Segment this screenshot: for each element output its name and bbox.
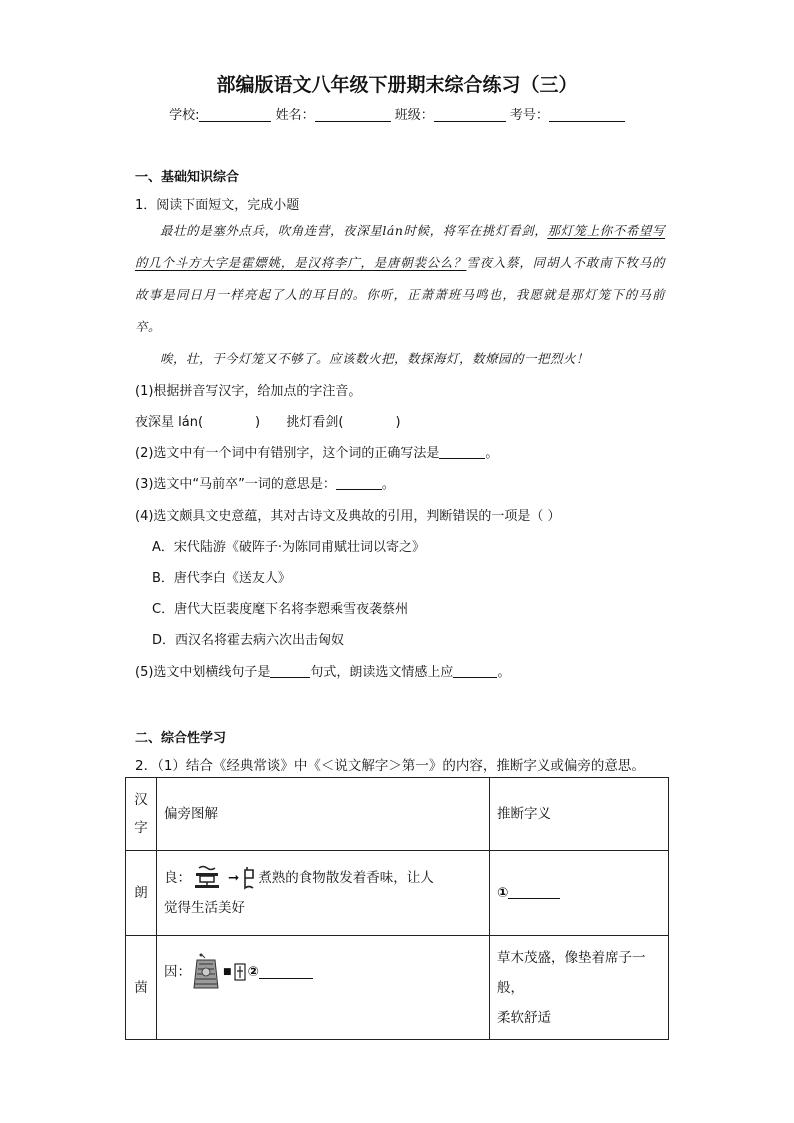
radical-label: 良： — [164, 870, 191, 886]
section-heading-2: 二、综合性学习 — [135, 731, 227, 746]
question-1-stem: 1．阅读下面短文，完成小题 — [135, 198, 300, 213]
option-d[interactable]: D．西汉名将霍去病六次出击匈奴 — [152, 633, 345, 648]
exam-no-blank[interactable] — [549, 107, 625, 122]
name-blank[interactable] — [315, 107, 391, 122]
radical-table — [125, 777, 669, 1040]
option-c[interactable]: C．唐代大臣裴度麾下名将李愬乘雪夜袭蔡州 — [152, 602, 409, 617]
char-cell: 朗 — [126, 851, 157, 936]
char-cell: 茵 — [126, 936, 157, 1040]
meaning-cell — [490, 851, 669, 936]
radical-line — [164, 863, 482, 893]
school-blank[interactable] — [199, 107, 271, 122]
question-text: (3)选文中“马前卒”一词的意思是： — [135, 477, 336, 492]
student-info-line — [0, 104, 794, 123]
underlined-sentence: 那灯笼上你不希望写的几个斗方大字是霍嫖姚，是汉将李广，是唐朝裴公么？ — [135, 223, 665, 270]
passage-paragraph-2: 唉，壮，于今灯笼又不够了。应该数火把，数探海灯，数燎园的一把烈火！ — [160, 351, 590, 366]
subquestion-1: (1)根据拼音写汉字，给加点的字注音。 — [135, 384, 362, 399]
arrow-icon: ➞ — [228, 870, 240, 886]
option-a[interactable]: A．宋代陆游《破阵子·为陈同甫赋壮词以寄之》 — [152, 540, 426, 555]
subquestion-1-blanks — [135, 411, 401, 430]
question-text: (2)选文中有一个词中有错别字，这个词的正确写法是 — [135, 446, 440, 461]
school-label: 学校: — [169, 108, 200, 123]
answer-blank[interactable] — [453, 665, 497, 678]
subquestion-2 — [135, 442, 498, 461]
answer-blank[interactable] — [259, 966, 313, 979]
answer-blank[interactable] — [439, 446, 485, 459]
meaning-text: 柔软舒适 — [497, 1009, 551, 1026]
pinyin-prompt: 夜深星 lán( — [135, 415, 204, 430]
answer-blank[interactable] — [270, 665, 310, 678]
question-text: 。 — [485, 446, 499, 461]
passage-text: 雪夜入蔡，同胡人不敢南下牧马的故事是同日月一样亮起了人的耳目的。你听，正萧萧班马鸣也，我愿就是那灯笼下的马前卒。 — [135, 255, 665, 334]
phonetic-prompt: 挑灯看剑( — [286, 415, 344, 430]
reading-passage — [135, 215, 665, 375]
yin-seal-script-icon — [234, 963, 246, 981]
passage-text: 最壮的是塞外点兵，吹角连营，夜深星lán时候，将军在挑灯看剑， — [160, 223, 548, 238]
class-blank[interactable] — [434, 107, 506, 122]
radical-description: 煮熟的食物散发着香味，让人 — [258, 870, 434, 886]
yin-mat-picture-icon — [191, 952, 221, 992]
page-title: 部编版语文八年级下册期末综合练习（三） — [216, 74, 578, 96]
answer-blank[interactable] — [336, 477, 382, 490]
header-meaning: 推断字义 — [490, 778, 669, 851]
class-label: 班级： — [394, 108, 434, 123]
subquestion-5 — [135, 661, 510, 680]
subquestion-4: (4)选文颇具文史意蕴，其对古诗文及典故的引用，判断错误的一项是（ ） — [135, 509, 561, 524]
meaning-text: 草木茂盛，像垫着席子一般， — [497, 949, 646, 996]
blank-marker-2: ② — [247, 964, 259, 980]
question-text: 句式，朗读选文情感上应 — [310, 665, 454, 680]
dot-arrow-icon: ■ — [223, 967, 232, 977]
subquestion-3 — [135, 473, 395, 492]
table-header-row — [126, 778, 669, 851]
question-text: (5)选文中划横线句子是 — [135, 665, 271, 680]
paren-close: ) — [395, 415, 401, 430]
exam-no-label: 考号： — [509, 108, 549, 123]
passage-paragraph-1 — [135, 215, 665, 343]
question-text: 。 — [497, 665, 511, 680]
answer-blank[interactable] — [508, 886, 560, 899]
header-radical: 偏旁图解 — [157, 778, 490, 851]
liang-seal-script-icon — [242, 865, 258, 891]
paren-close: ) — [255, 415, 261, 430]
option-b[interactable]: B．唐代李白《送友人》 — [152, 571, 291, 586]
question-text: 。 — [381, 477, 395, 492]
name-label: 姓名： — [275, 108, 315, 123]
header-char: 汉字 — [126, 778, 157, 851]
table-row — [126, 936, 669, 1040]
radical-description: 觉得生活美好 — [164, 900, 245, 916]
radical-label: 因： — [164, 964, 191, 980]
radical-cell — [157, 851, 490, 936]
question-2-stem: 2．（1）结合《经典常谈》中《＜说文解字＞第一》的内容，推断字义或偏旁的意思。 — [135, 758, 645, 774]
blank-marker-1: ① — [497, 885, 509, 901]
table-row — [126, 851, 669, 936]
radical-line — [164, 952, 482, 992]
meaning-cell — [490, 936, 669, 1040]
section-heading-1: 一、基础知识综合 — [135, 170, 240, 185]
radical-cell — [157, 936, 490, 1040]
liang-ancient-vessel-icon — [191, 865, 225, 891]
